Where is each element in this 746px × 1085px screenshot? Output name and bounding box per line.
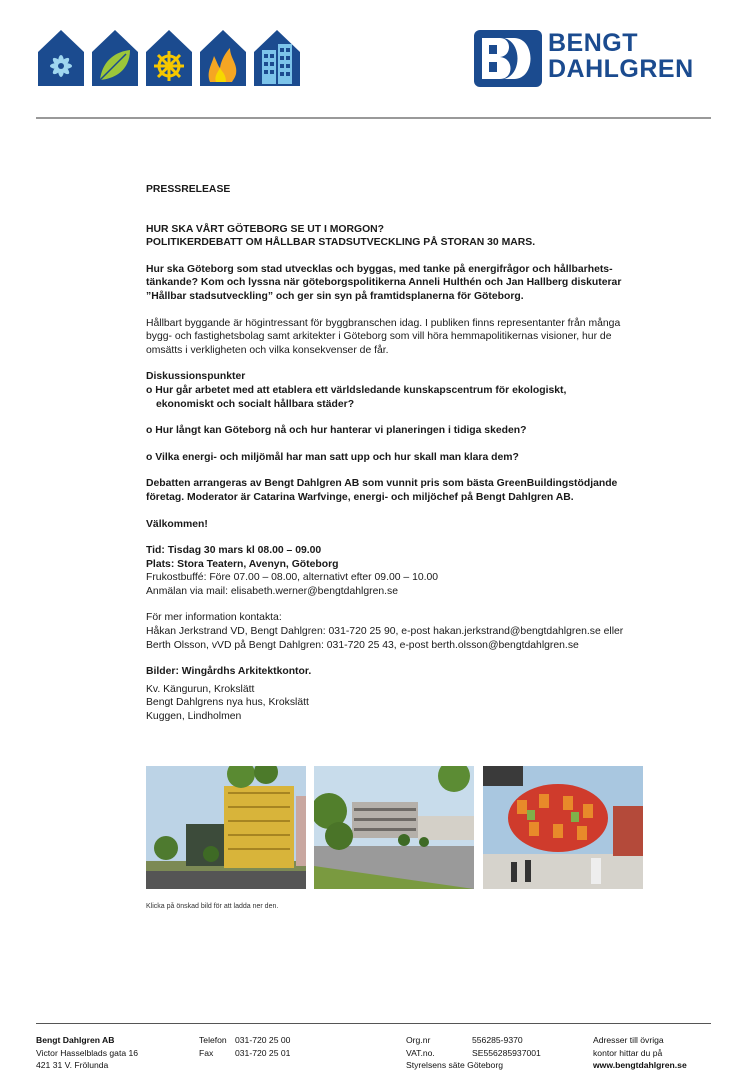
contact-1[interactable]: Håkan Jerkstrand VD, Bengt Dahlgren: 031-720 25 90, e-post hakan.jerkstrand@bengtdahlgren.se eller: [146, 626, 624, 638]
point-1-line-2: ekonomiskt och socialt hållbara städer?: [156, 398, 355, 410]
building-render-2: [314, 766, 474, 889]
event-breakfast: Frukostbuffé: Före 07.00 – 08.00, alternativt efter 09.00 – 10.00: [146, 572, 439, 584]
body-line-3: omsätts i verkligheten och vilka konsekvenser de får.: [146, 344, 389, 356]
footer-address: [36, 1034, 138, 1072]
logo-line-1: BENGT: [548, 29, 638, 57]
event-time: Tid: Tisdag 30 mars kl 08.00 – 09.00: [146, 545, 322, 557]
body-line-2: bygg- och fastighetsbolag samt arkitekter i Göteborg som vill höra hemmapolitikernas visioner, hur de: [146, 331, 612, 343]
footer-tel-label: Telefon: [199, 1035, 227, 1045]
intro-line-2: tänkande? Kom och lyssna när göteborgspolitikerna Anneli Hulthén och Jan Hallberg diskuterar: [146, 277, 622, 289]
image-credit-2: Bengt Dahlgrens nya hus, Krokslätt: [146, 697, 309, 709]
arrangement-line-1: Debatten arrangeras av Bengt Dahlgren AB som vunnit pris som bästa GreenBuildingstödjande: [146, 478, 618, 490]
photo-nya-hus[interactable]: [314, 766, 474, 889]
footer-fax-label: Fax: [199, 1047, 214, 1058]
press-release-body: [146, 183, 646, 724]
body-line-1: Hållbart byggande är högintressant för byggbranschen idag. I publiken finns representanter från många: [146, 317, 621, 329]
footer-seat: Styrelsens säte Göteborg: [406, 1060, 503, 1070]
arrangement-line-2: företag. Moderator är Catarina Warfvinge, energi- och miljöchef på Bengt Dahlgren AB.: [146, 491, 574, 503]
building-render-1: [146, 766, 306, 889]
intro-line-3: ”Hållbar stadsutveckling” och ger sin syn på framtidsplanerna för Göteborg.: [146, 290, 524, 302]
wheel-house-icon: [146, 30, 192, 86]
footer-vat-label: VAT.no.: [406, 1047, 435, 1058]
footer-org-value: 556285-9370: [472, 1035, 523, 1045]
leaf-house-icon: [92, 30, 138, 86]
doc-label: PRESSRELEASE: [146, 184, 231, 195]
building-render-3: [483, 766, 643, 889]
footer-fax-value: 031-720 25 01: [235, 1047, 291, 1058]
footer-org-label: Org.nr: [406, 1035, 431, 1045]
photo-kangurun[interactable]: [146, 766, 306, 889]
footer-phone-labels: [199, 1034, 227, 1059]
footer-street: Victor Hasselblads gata 16: [36, 1047, 139, 1058]
point-2: o Hur långt kan Göteborg nå och hur hanterar vi planeringen i tidiga skeden?: [146, 425, 527, 437]
welcome-text: Välkommen!: [146, 518, 208, 530]
footer-postal: 421 31 V. Frölunda: [36, 1060, 109, 1070]
logo-mark-icon: [474, 30, 542, 87]
footer-vat-value: SE556285937001: [472, 1047, 541, 1058]
footer-company: Bengt Dahlgren AB: [36, 1035, 115, 1045]
company-logo: [474, 30, 542, 87]
footer-org-values: [472, 1034, 541, 1059]
discussion-heading: Diskussionspunkter: [146, 371, 246, 383]
event-place: Plats: Stora Teatern, Avenyn, Göteborg: [146, 558, 339, 570]
building-house-icon: [254, 30, 300, 86]
headline-line-2: POLITIKERDEBATT OM HÅLLBAR STADSUTVECKLING PÅ STORAN 30 MARS.: [146, 237, 536, 249]
footer-tel-value: 031-720 25 00: [235, 1035, 291, 1045]
footer-web-link[interactable]: www.bengtdahlgren.se: [593, 1060, 687, 1070]
photo-caption: Klicka på önskad bild för att ladda ner den.: [146, 903, 279, 910]
headline-line-1: HUR SKA VÅRT GÖTEBORG SE UT I MORGON?: [146, 223, 385, 235]
footer-addr-1: Adresser till övriga: [593, 1035, 664, 1045]
logo-wordmark: [548, 30, 694, 82]
header-divider: [36, 117, 711, 119]
images-heading: Bilder: Wingårdhs Arkitektkontor.: [146, 666, 312, 678]
footer-addr-2: kontor hittar du på: [593, 1047, 663, 1058]
event-signup[interactable]: Anmälan via mail: elisabeth.werner@bengtdahlgren.se: [146, 585, 398, 597]
image-credit-3: Kuggen, Lindholmen: [146, 711, 242, 723]
info-heading: För mer information kontakta:: [146, 612, 282, 624]
flame-house-icon: [200, 30, 246, 86]
contact-2[interactable]: Berth Olsson, vVD på Bengt Dahlgren: 031-720 25 43, e-post berth.olsson@bengtdahlgren.se: [146, 639, 579, 651]
windmill-house-icon: [38, 30, 84, 86]
image-credit-1: Kv. Kängurun, Krokslätt: [146, 683, 255, 695]
footer-divider: [36, 1023, 711, 1024]
intro-line-1: Hur ska Göteborg som stad utvecklas och byggas, med tanke på energifrågor och hållbarhets-: [146, 263, 613, 275]
point-1-line-1: o Hur går arbetet med att etablera ett världsledande kunskapscentrum för ekologiskt,: [146, 384, 567, 396]
logo-line-2: DAHLGREN: [548, 55, 694, 83]
footer-phone-values: [235, 1034, 290, 1059]
point-3: o Vilka energi- och miljömål har man satt upp och hur skall man klara dem?: [146, 451, 519, 463]
footer-offices: [593, 1034, 687, 1072]
photo-kuggen[interactable]: [483, 766, 643, 889]
